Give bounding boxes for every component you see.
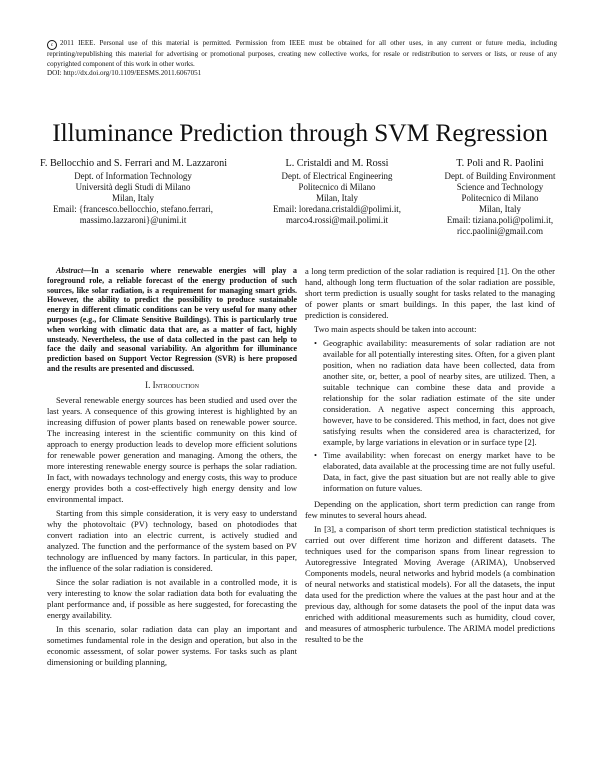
author-location: Milan, Italy — [316, 193, 358, 203]
author-location: Milan, Italy — [479, 204, 521, 214]
paper-title: Illuminance Prediction through SVM Regression — [52, 118, 548, 147]
author-affiliation: Dept. of Information Technology — [74, 171, 192, 181]
author-names: T. Poli and R. Paolini — [456, 158, 544, 169]
paragraph: Since the solar radiation is not available in a controlled mode, it is very interesting to know the solar radiation data both for evaluating the plant performance and, if possible as here suggested, for forecasting the energy availability. — [47, 576, 297, 620]
abstract — [47, 266, 297, 374]
copyright-icon: c — [47, 40, 57, 50]
paragraph: Two main aspects should be taken into account: — [314, 324, 477, 334]
paragraph: a long term prediction of the solar radiation is required [1]. On the other hand, although long term fluctuation of the solar radiation are possible, short term prediction is usually sought for tasks related to the managing of power plants or smart buildings. In this paper, the last kind of prediction is considered. — [305, 266, 555, 320]
doi-line[interactable]: DOI: http://dx.doi.org/10.1109/EESMS.2011.6067051 — [47, 69, 202, 78]
author-email[interactable]: massimo.lazzaroni}@unimi.it — [79, 215, 187, 225]
author-email[interactable]: marco4.rossi@mail.polimi.it — [285, 215, 389, 225]
copyright-text: 2011 IEEE. Personal use of this material is permitted. Permission from IEEE must be obtained for all other uses, in any current or future media, including reprinting/republishing this material for advertising or promotional purposes, creating new collective works, for resale or redistribution to servers or lists, or reuse of any copyrighted component of this work in other works. — [47, 39, 557, 68]
aspects-list — [305, 338, 555, 494]
author-affiliation: Politecnico di Milano — [461, 193, 539, 203]
list-item-text: Time availability: when forecast on energy market have to be elaborated, data available at the processing time are not fully useful. Data, in fact, give the past situation but are not really able to give information on future values. — [323, 450, 555, 493]
author-affiliation: Science and Technology — [456, 182, 544, 192]
list-item — [314, 450, 555, 494]
abstract-text: —In a scenario where renewable energies will play a foreground role, a reliable forecast of the energy production of such sources, like solar radiation, is a requirement for managing smart grids. However, the ability to predict the possibility to produce sustainable energy in different climatic conditions can be very useful for many other purposes (e.g., for Climate Sensitive Buildings). This is particularly true when working with climatic data that are, as a matter of fact, highly unsteady. Nevertheless, the use of data collected in the past can help to face the daily and seasonal variability. An algorithm for illuminance prediction based on Support Vector Regression (SVR) is here proposed and the results are presented and discussed. — [47, 266, 297, 373]
bullet-icon: • — [314, 338, 317, 348]
author-names: L. Cristaldi and M. Rossi — [285, 158, 389, 169]
author-location: Milan, Italy — [112, 193, 154, 203]
author-email[interactable]: Email: tiziana.poli@polimi.it, — [446, 215, 554, 225]
copyright-notice — [47, 39, 557, 79]
author-email[interactable]: Email: {francesco.bellocchio, stefano.ferrari, — [53, 204, 213, 214]
section-heading: I. Introduction — [145, 379, 199, 390]
paragraph: In [3], a comparison of short term prediction statistical techniques is carried out over different time horizon and different datasets. The techniques used for the comparison spans from linear regression to Autoregressive Integrated Moving Average (ARIMA), Unobserved Components models, neural networks and hybrid models (a combination of neural networks and statistical models). For all the datasets, the input data used for the prediction where the values at the past hour and at the previous day, although for some datasets the pool of the input data was enriched with additional measurements such as humidity, cloud cover, and measures of atmospheric turbulence. The ARIMA model predictions resulted to be the — [305, 524, 555, 644]
author-affiliation: Dept. of Electrical Engineering — [281, 171, 393, 181]
author-email[interactable]: ricc.paolini@gmail.com — [456, 226, 544, 236]
list-item-text: Geographic availability: measurements of solar radiation are not available for all potentially interesting sites. Often, for a given plant position, when no radiation data have been collected, data from another site, or, better, a pool of nearby sites, are utilized. Then, a suitable technique can combine these data and provide a relationship for the solar radiation estimate of the site under consideration. A negative aspect concerning this approach, however, have to be considered. This method, in fact, does not give satisfying results when the considered area is characterized, for example, by large variations in elevation or in surface type [2]. — [323, 338, 555, 447]
paragraph: In this scenario, solar radiation data can play an important and sometimes fundamental role in the design and operation, but also in the economic assessment, of solar power systems. For tasks such as plant dimensioning or building planning, — [47, 623, 297, 667]
bullet-icon: • — [314, 450, 317, 460]
author-affiliation: Università degli Studi di Milano — [75, 182, 191, 192]
author-names: F. Bellocchio and S. Ferrari and M. Lazzaroni — [40, 158, 228, 169]
author-affiliation: Politecnico di Milano — [298, 182, 376, 192]
author-group-1 — [40, 158, 226, 226]
author-affiliation: Dept. of Building Environment — [444, 171, 556, 181]
paragraph: Several renewable energy sources has been studied and used over the last years. A consequence of this growing interest is highlighted by an increasing diffusion of power plants based on renewable power source. The increasing interest in the scientific community on this kind of approach to energy production leads to develop more efficient solutions for renewable power generation and managing. Among the others, the more interesting renewable energy source is perhaps the solar radiation. In fact, with nowadays technology and energy costs, this way to produce energy provides both a cost-effectively high energy density and low environmental impact. — [47, 394, 297, 504]
author-group-2 — [260, 158, 414, 226]
paragraph: Depending on the application, short term prediction can range from few minutes to several hours ahead. — [305, 499, 555, 520]
author-group-3 — [420, 158, 580, 237]
author-email[interactable]: Email: loredana.cristaldi@polimi.it, — [273, 204, 401, 214]
right-column — [305, 266, 555, 648]
paragraph: Starting from this simple consideration, it is very easy to understand why the photovoltaic (PV) technology, based on photodiodes that convert radiation into an electric current, is actively studied and analyzed. The function and the performance of the system based on PV technology are influenced by many factors. In particular, in this paper, the influence of the solar radiation is considered. — [47, 507, 297, 573]
abstract-label: Abstract — [56, 266, 84, 275]
left-column — [47, 266, 297, 671]
list-item — [314, 338, 555, 448]
